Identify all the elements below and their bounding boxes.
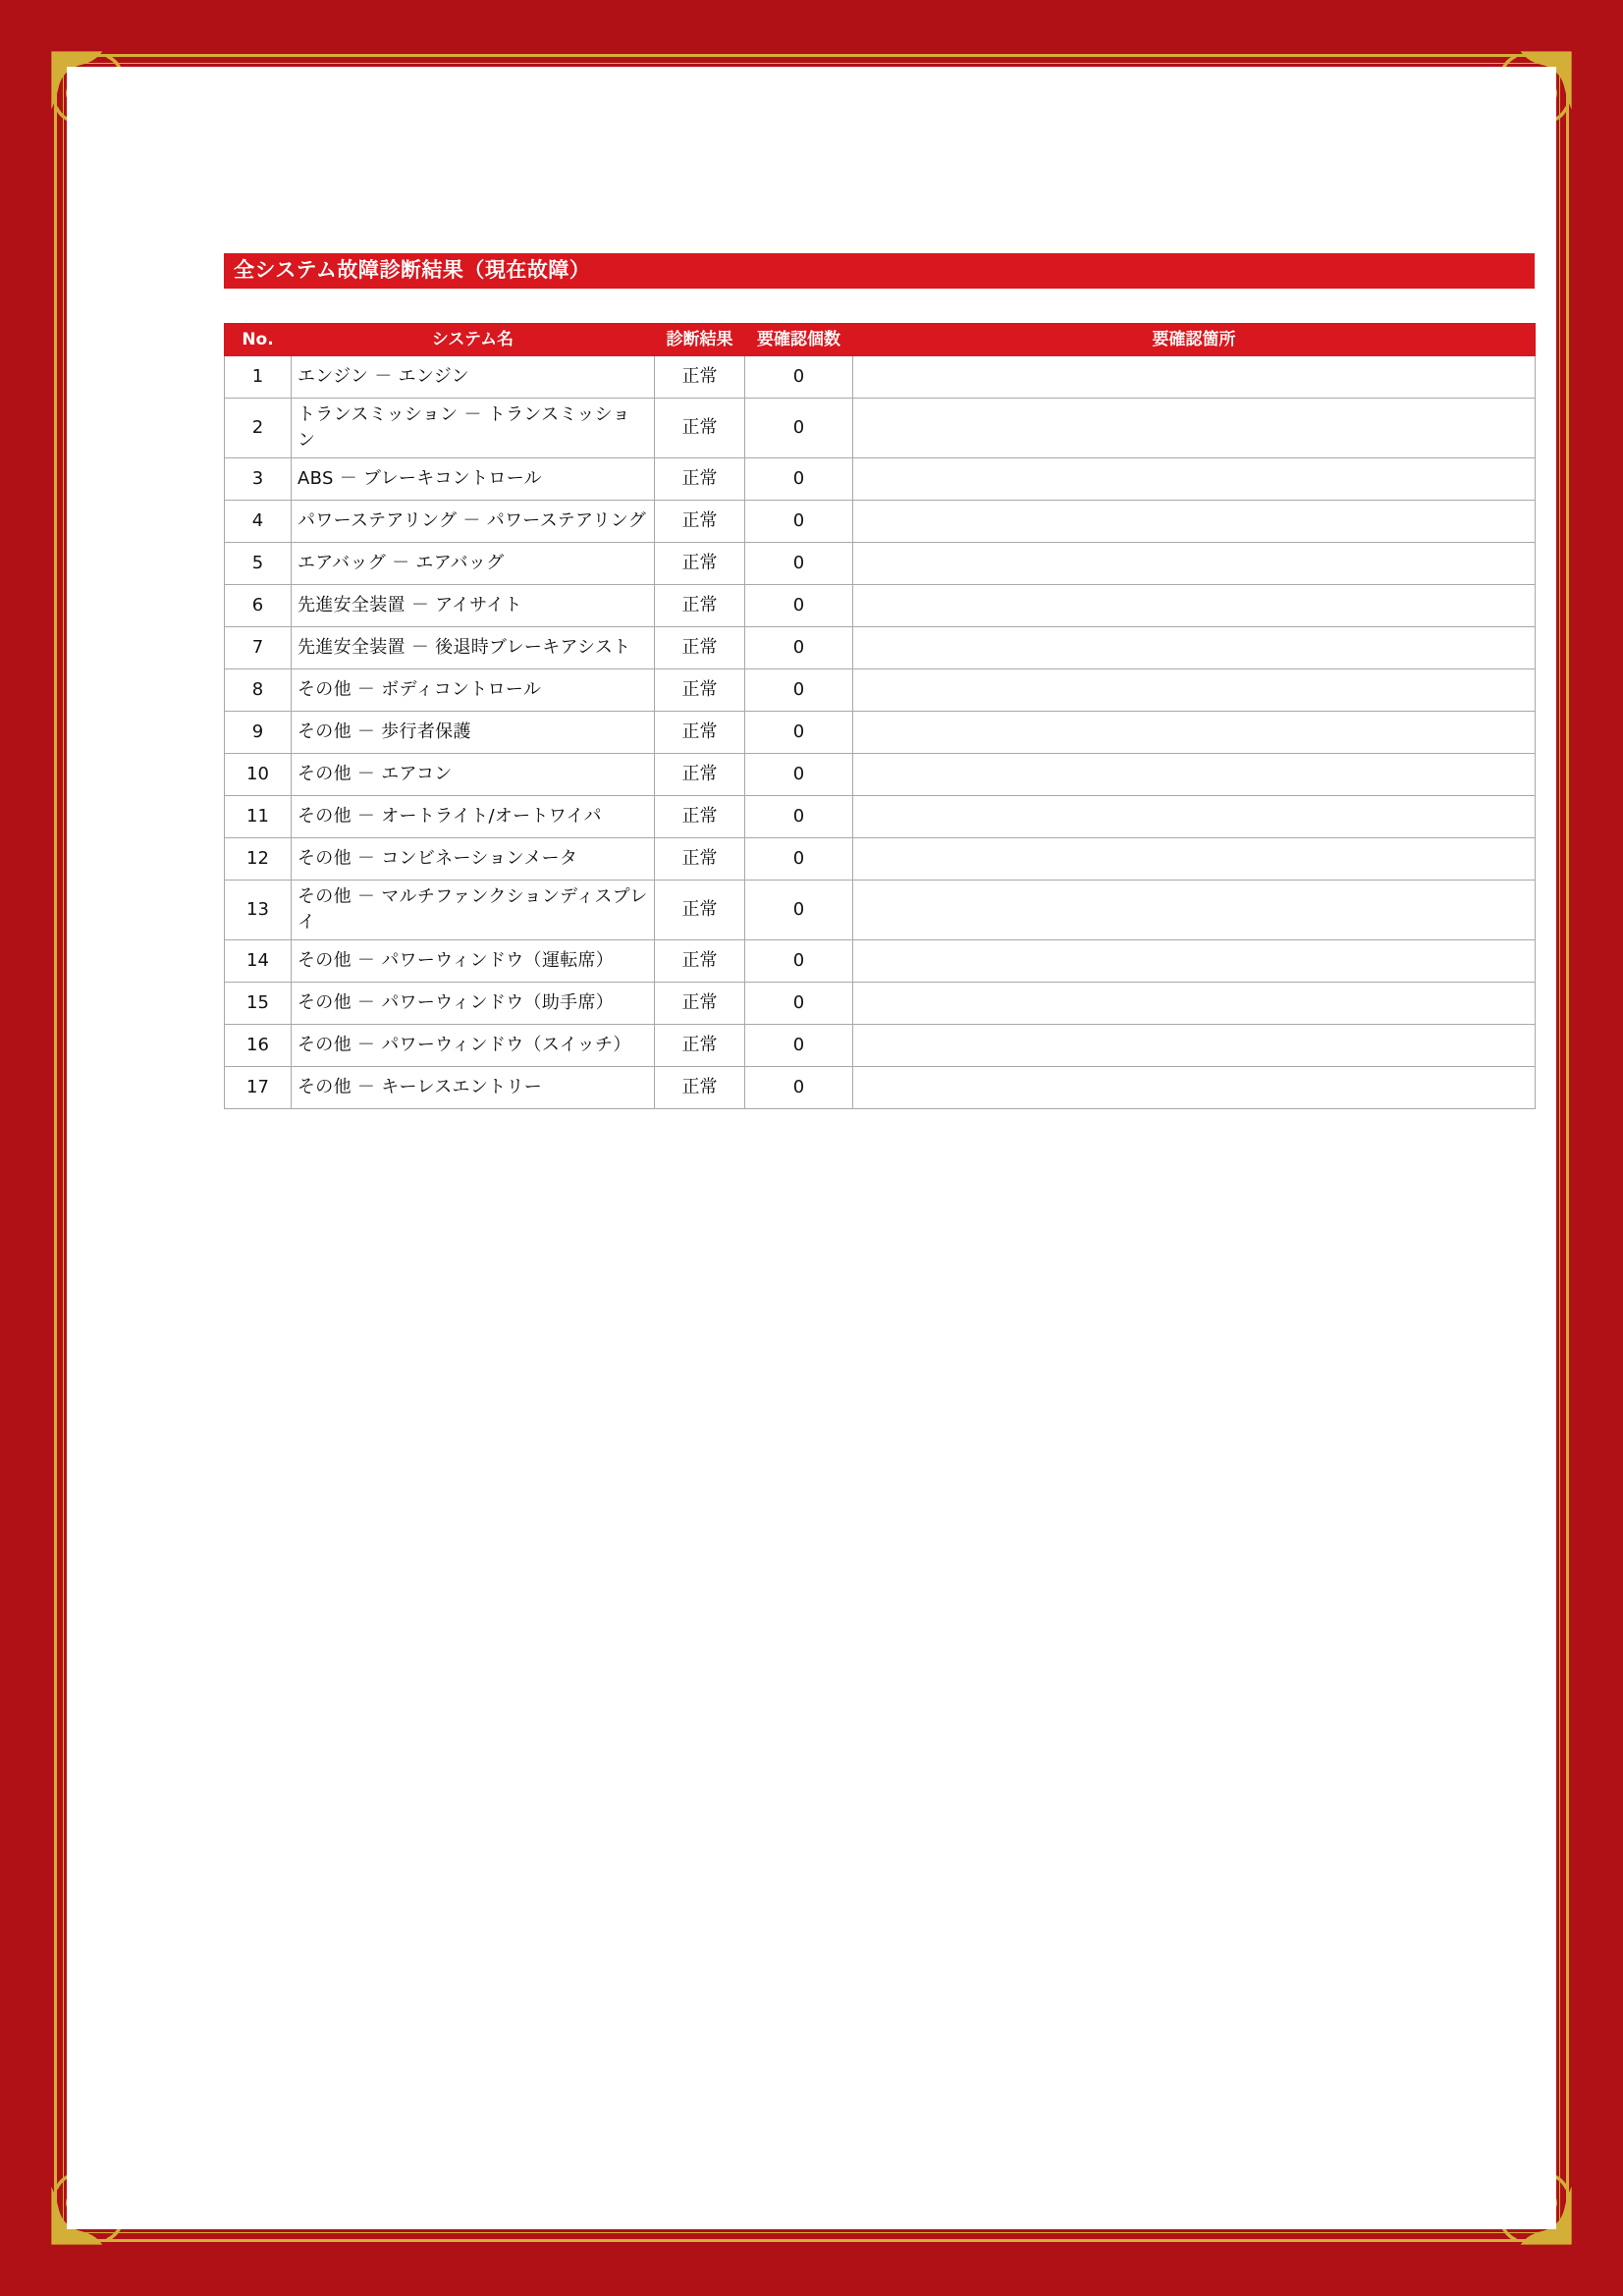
table-row [225, 399, 1536, 458]
cell-result: 正常 [655, 399, 745, 458]
cell-no: 1 [225, 356, 292, 399]
cell-result: 正常 [655, 669, 745, 712]
cell-no: 10 [225, 754, 292, 796]
diagnostic-result-table [224, 323, 1536, 1109]
cell-count: 0 [745, 399, 853, 458]
column-header-no: No. [225, 324, 292, 356]
cell-count: 0 [745, 754, 853, 796]
paper-sheet [67, 67, 1556, 2229]
table-row [225, 458, 1536, 501]
table-header-row [225, 324, 1536, 356]
report-content [224, 253, 1535, 1109]
table-row [225, 940, 1536, 983]
cell-place [853, 1067, 1536, 1109]
cell-count: 0 [745, 543, 853, 585]
cell-count: 0 [745, 796, 853, 838]
cell-place [853, 983, 1536, 1025]
cell-no: 2 [225, 399, 292, 458]
cell-system: その他 － コンビネーションメータ [292, 838, 655, 881]
cell-place [853, 501, 1536, 543]
cell-no: 6 [225, 585, 292, 627]
cell-place [853, 754, 1536, 796]
cell-result: 正常 [655, 585, 745, 627]
cell-count: 0 [745, 669, 853, 712]
cell-result: 正常 [655, 501, 745, 543]
cell-result: 正常 [655, 543, 745, 585]
cell-place [853, 458, 1536, 501]
cell-system: その他 － パワーウィンドウ（助手席） [292, 983, 655, 1025]
column-header-place: 要確認箇所 [853, 324, 1536, 356]
cell-system: パワーステアリング － パワーステアリング [292, 501, 655, 543]
cell-no: 5 [225, 543, 292, 585]
cell-count: 0 [745, 356, 853, 399]
table-row [225, 983, 1536, 1025]
cell-count: 0 [745, 940, 853, 983]
cell-system: その他 － キーレスエントリー [292, 1067, 655, 1109]
cell-count: 0 [745, 458, 853, 501]
cell-count: 0 [745, 881, 853, 940]
cell-system: その他 － オートライト/オートワイパ [292, 796, 655, 838]
cell-place [853, 585, 1536, 627]
cell-result: 正常 [655, 458, 745, 501]
cell-result: 正常 [655, 796, 745, 838]
cell-count: 0 [745, 712, 853, 754]
table-row [225, 356, 1536, 399]
cell-system: その他 － マルチファンクションディスプレイ [292, 881, 655, 940]
cell-place [853, 356, 1536, 399]
cell-count: 0 [745, 627, 853, 669]
column-header-system: システム名 [292, 324, 655, 356]
cell-result: 正常 [655, 881, 745, 940]
cell-place [853, 669, 1536, 712]
cell-system: エンジン － エンジン [292, 356, 655, 399]
cell-system: ABS － ブレーキコントロール [292, 458, 655, 501]
cell-system: トランスミッション － トランスミッション [292, 399, 655, 458]
cell-result: 正常 [655, 1067, 745, 1109]
cell-system: その他 － エアコン [292, 754, 655, 796]
cell-system: その他 － 歩行者保護 [292, 712, 655, 754]
table-row [225, 796, 1536, 838]
cell-place [853, 796, 1536, 838]
cell-result: 正常 [655, 983, 745, 1025]
section-title: 全システム故障診断結果（現在故障） [224, 253, 1535, 289]
cell-no: 9 [225, 712, 292, 754]
cell-no: 8 [225, 669, 292, 712]
cell-system: その他 － パワーウィンドウ（運転席） [292, 940, 655, 983]
column-header-count: 要確認個数 [745, 324, 853, 356]
cell-system: 先進安全装置 － 後退時ブレーキアシスト [292, 627, 655, 669]
table-row [225, 1025, 1536, 1067]
table-row [225, 881, 1536, 940]
cell-no: 14 [225, 940, 292, 983]
cell-no: 11 [225, 796, 292, 838]
cell-system: エアバッグ － エアバッグ [292, 543, 655, 585]
table-row [225, 585, 1536, 627]
cell-no: 13 [225, 881, 292, 940]
cell-place [853, 838, 1536, 881]
table-row [225, 669, 1536, 712]
cell-count: 0 [745, 501, 853, 543]
cell-count: 0 [745, 983, 853, 1025]
cell-result: 正常 [655, 356, 745, 399]
table-row [225, 501, 1536, 543]
cell-place [853, 543, 1536, 585]
cell-count: 0 [745, 1067, 853, 1109]
cell-result: 正常 [655, 1025, 745, 1067]
cell-no: 4 [225, 501, 292, 543]
table-row [225, 543, 1536, 585]
cell-place [853, 712, 1536, 754]
cell-place [853, 940, 1536, 983]
cell-no: 7 [225, 627, 292, 669]
table-row [225, 838, 1536, 881]
table-body [225, 356, 1536, 1109]
cell-count: 0 [745, 838, 853, 881]
cell-system: その他 － ボディコントロール [292, 669, 655, 712]
cell-system: 先進安全装置 － アイサイト [292, 585, 655, 627]
cell-count: 0 [745, 585, 853, 627]
cell-no: 17 [225, 1067, 292, 1109]
cell-place [853, 1025, 1536, 1067]
table-row [225, 712, 1536, 754]
cell-result: 正常 [655, 754, 745, 796]
table-row [225, 1067, 1536, 1109]
cell-result: 正常 [655, 627, 745, 669]
cell-count: 0 [745, 1025, 853, 1067]
cell-place [853, 881, 1536, 940]
cell-system: その他 － パワーウィンドウ（スイッチ） [292, 1025, 655, 1067]
cell-no: 15 [225, 983, 292, 1025]
cell-no: 3 [225, 458, 292, 501]
cell-place [853, 627, 1536, 669]
cell-result: 正常 [655, 838, 745, 881]
cell-result: 正常 [655, 712, 745, 754]
table-row [225, 627, 1536, 669]
cell-place [853, 399, 1536, 458]
table-row [225, 754, 1536, 796]
column-header-result: 診断結果 [655, 324, 745, 356]
cell-no: 12 [225, 838, 292, 881]
cell-result: 正常 [655, 940, 745, 983]
cell-no: 16 [225, 1025, 292, 1067]
